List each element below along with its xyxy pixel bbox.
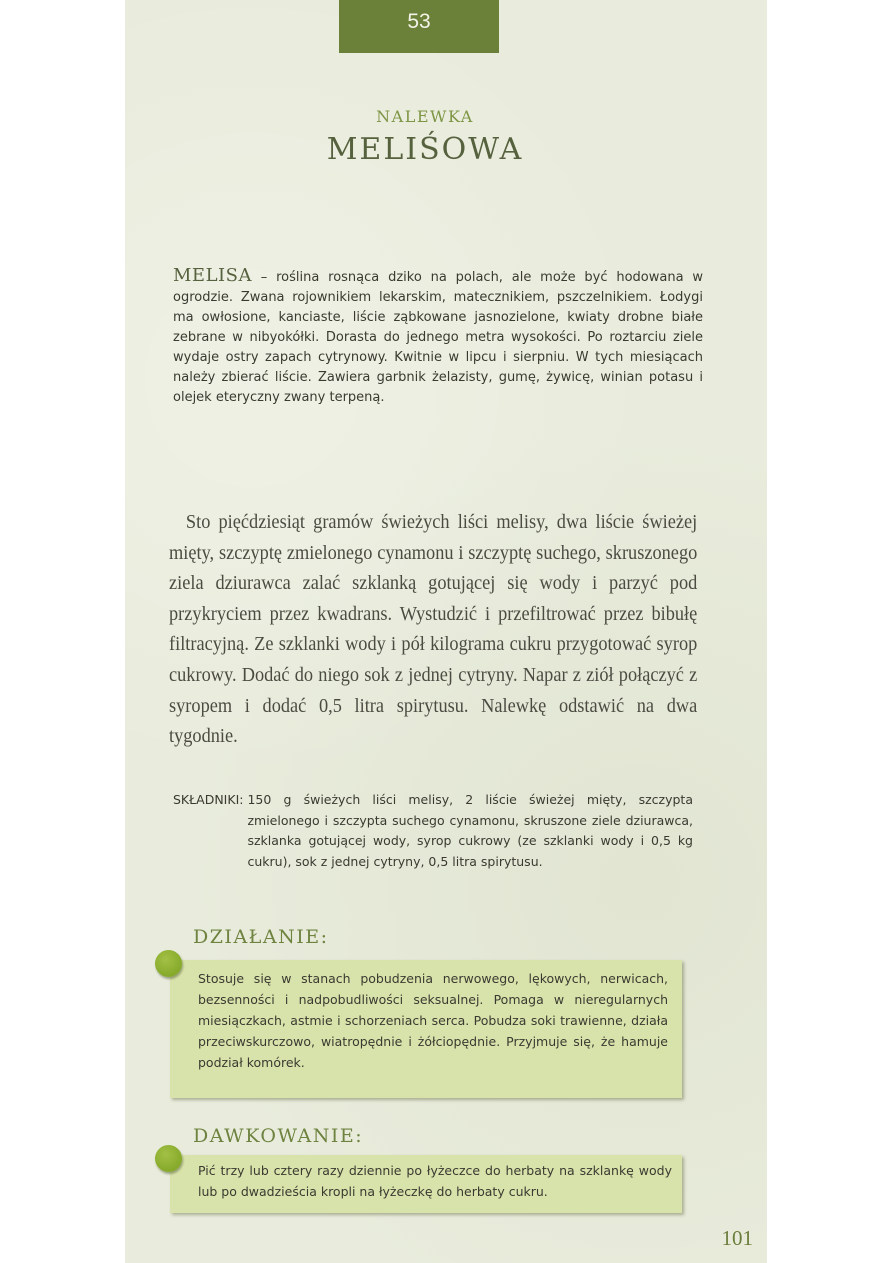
action-bullet-icon <box>155 950 182 977</box>
dosage-bullet-icon <box>155 1145 182 1172</box>
recipe-paragraph: Sto pięćdziesiąt gramów świeżych liści melisy, dwa liście świeżej mięty, szczyptę zmielonego cynamonu i szczyptę suchego, skruszonego ziela dziurawca zalać szklanką gotującej się wody i parzyć pod przykryciem przez kwadrans. Wystudzić i przefiltrować przez bibułę filtracyjną. Ze szklanki wody i pół kilograma cukru przygotować syrop cukrowy. Dodać do niego sok z jednej cytryny. Napar z ziół połączyć z syropem i dodać 0,5 litra spirytusu. Nalewkę odstawić na dwa tygodnie. <box>169 512 698 748</box>
action-heading: DZIAŁANIE: <box>193 926 329 948</box>
intro-text: – roślina rosnąca dziko na polach, ale może być hodowana w ogrodzie. Zwana rojownikiem lekarskim, matecznikiem, pszczelnikiem. Łodygi ma owłosione, kanciaste, liście ząbkowane jasnozielone, kwiaty drobne białe zebrane w nibyokółki. Dorasta do jednego metra wysokości. Po roztarciu ziele wydaje ostry zapach cytrynowy. Kwitnie w lipcu i sierpniu. W tych miesiącach należy zbierać liście. Zawiera garbnik żelazisty, gumę, żywicę, winian potasu i olejek eteryczny zwany terpeną. <box>173 270 703 405</box>
ingredients-text: 150 g świeżych liści melisy, 2 liście świeżej mięty, szczypta zmielonego i szczypta suchego cynamonu, skruszone ziele dziurawca, szklanka gotującej wody, syrop cukrowy (ze szklanki wody i 0,5 kg cukru), sok z jednej cytryny, 0,5 litra spirytusu. <box>247 792 693 869</box>
dosage-heading: DAWKOWANIE: <box>193 1125 364 1147</box>
recipe-number: 53 <box>407 10 431 33</box>
intro-lead-word: MELISA <box>173 265 252 286</box>
ingredients-block <box>173 790 693 872</box>
intro-paragraph <box>173 266 703 408</box>
dosage-text: Pić trzy lub cztery razy dziennie po łyżeczce do herbaty na szklankę wody lub po dwadzieścia kropli na łyżeczkę do herbaty cukru. <box>198 1163 672 1199</box>
title-subheading: NALEWKA <box>376 107 474 126</box>
page-number: 101 <box>721 1226 753 1250</box>
page-title: MELIŚOWA <box>326 132 524 167</box>
action-text: Stosuje się w stanach pobudzenia nerwowego, lękowych, nerwicach, bezsenności i nadpobudliwości seksualnej. Pomaga w nieregularnych miesiączkach, astmie i schorzeniach serca. Pobudza soki trawienne, działa przeciwskurczowo, wiatropędnie i żółciopędnie. Przyjmuje się, że hamuje podział komórek. <box>198 971 668 1070</box>
ingredients-label: SKŁADNIKI: <box>173 792 244 807</box>
book-page <box>125 0 767 1263</box>
recipe-number-tab <box>339 0 499 53</box>
action-box <box>170 960 682 1098</box>
dosage-box <box>170 1155 682 1213</box>
